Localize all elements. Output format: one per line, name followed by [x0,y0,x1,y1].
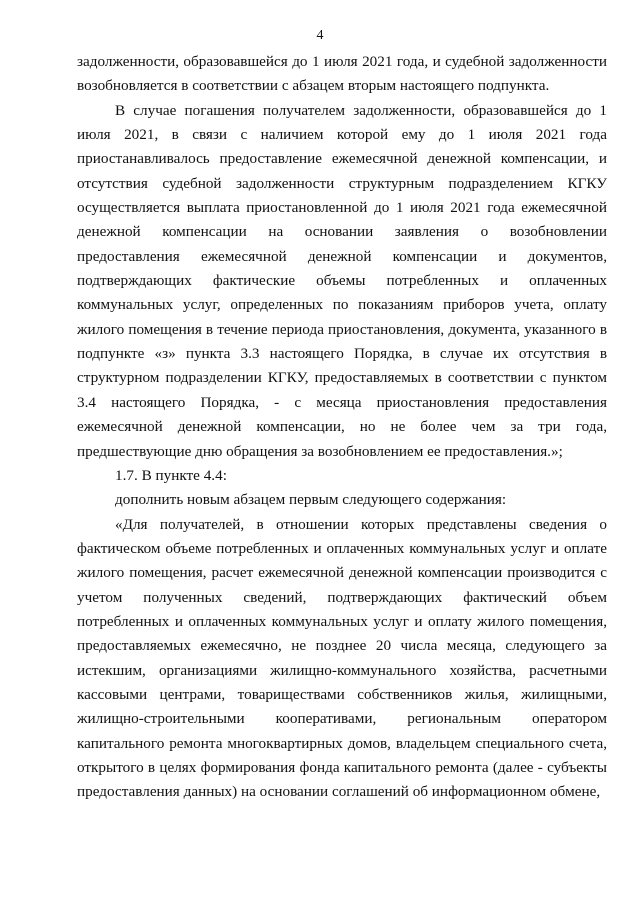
paragraph-new-text: «Для получателей, в отношении которых представлены сведения о фактическом объеме потребленных и оплаченных коммунальных услуг и оплате жилого помещения, расчет ежемесячной денежной компенсации производится с учетом полученных сведений, подтверждающих фактический объем потребленных и оплаченных коммунальных услуг и оплату жилого помещения, предоставляемых ежемесячно, не позднее 20 числа месяца, следующего за истекшим, организациями жилищно-коммунального хозяйства, расчетными кассовыми центрами, товариществами собственников жилья, жилищными, жилищно-строительными кооперативами, региональным оператором капитального ремонта многоквартирных домов, владельцем специального счета, открытого в целях формирования фонда капитального ремонта (далее - субъекты предоставления данных) на основании соглашений об информационном обмене, [77,515,607,801]
paragraph-continuation: задолженности, образовавшейся до 1 июля 2021 года, и судебной задолженности возобновляется в соответствии с абзацем вторым настоящего подпункта. [77,53,607,95]
paragraph-section-heading: 1.7. В пункте 4.4: [115,466,227,484]
paragraph-amendment-instruction: дополнить новым абзацем первым следующего содержания: [115,491,507,509]
paragraph-repayment-case: В случае погашения получателем задолженности, образовавшейся до 1 июля 2021, в связи с наличием которой ему до 1 июля 2021 года приостанавливалось предоставление ежемесячной денежной компенсации, и отсутствия судебной задолженности структурным подразделением КГКУ осуществляется выплата приостановленной до 1 июля 2021 года ежемесячной денежной компенсации на основании заявления о возобновлении предоставления ежемесячной денежной компенсации и документов, подтверждающих фактические объемы потребленных и оплаченных коммунальных услуг, определенных по показаниям приборов учета, оплату жилого помещения в течение периода приостановления, документа, указанного в подпункте «з» пункта 3.3 настоящего Порядка, в случае их отсутствия в структурном подразделении КГКУ, предоставляемых в соответствии с пунктом 3.4 настоящего Порядка, - с месяца приостановления предоставления ежемесячной денежной компенсации, но не более чем за три года, предшествующие дню обращения за возобновлением ее предоставления.»; [77,101,607,460]
document-body [77,50,607,805]
page-number: 4 [316,28,324,43]
